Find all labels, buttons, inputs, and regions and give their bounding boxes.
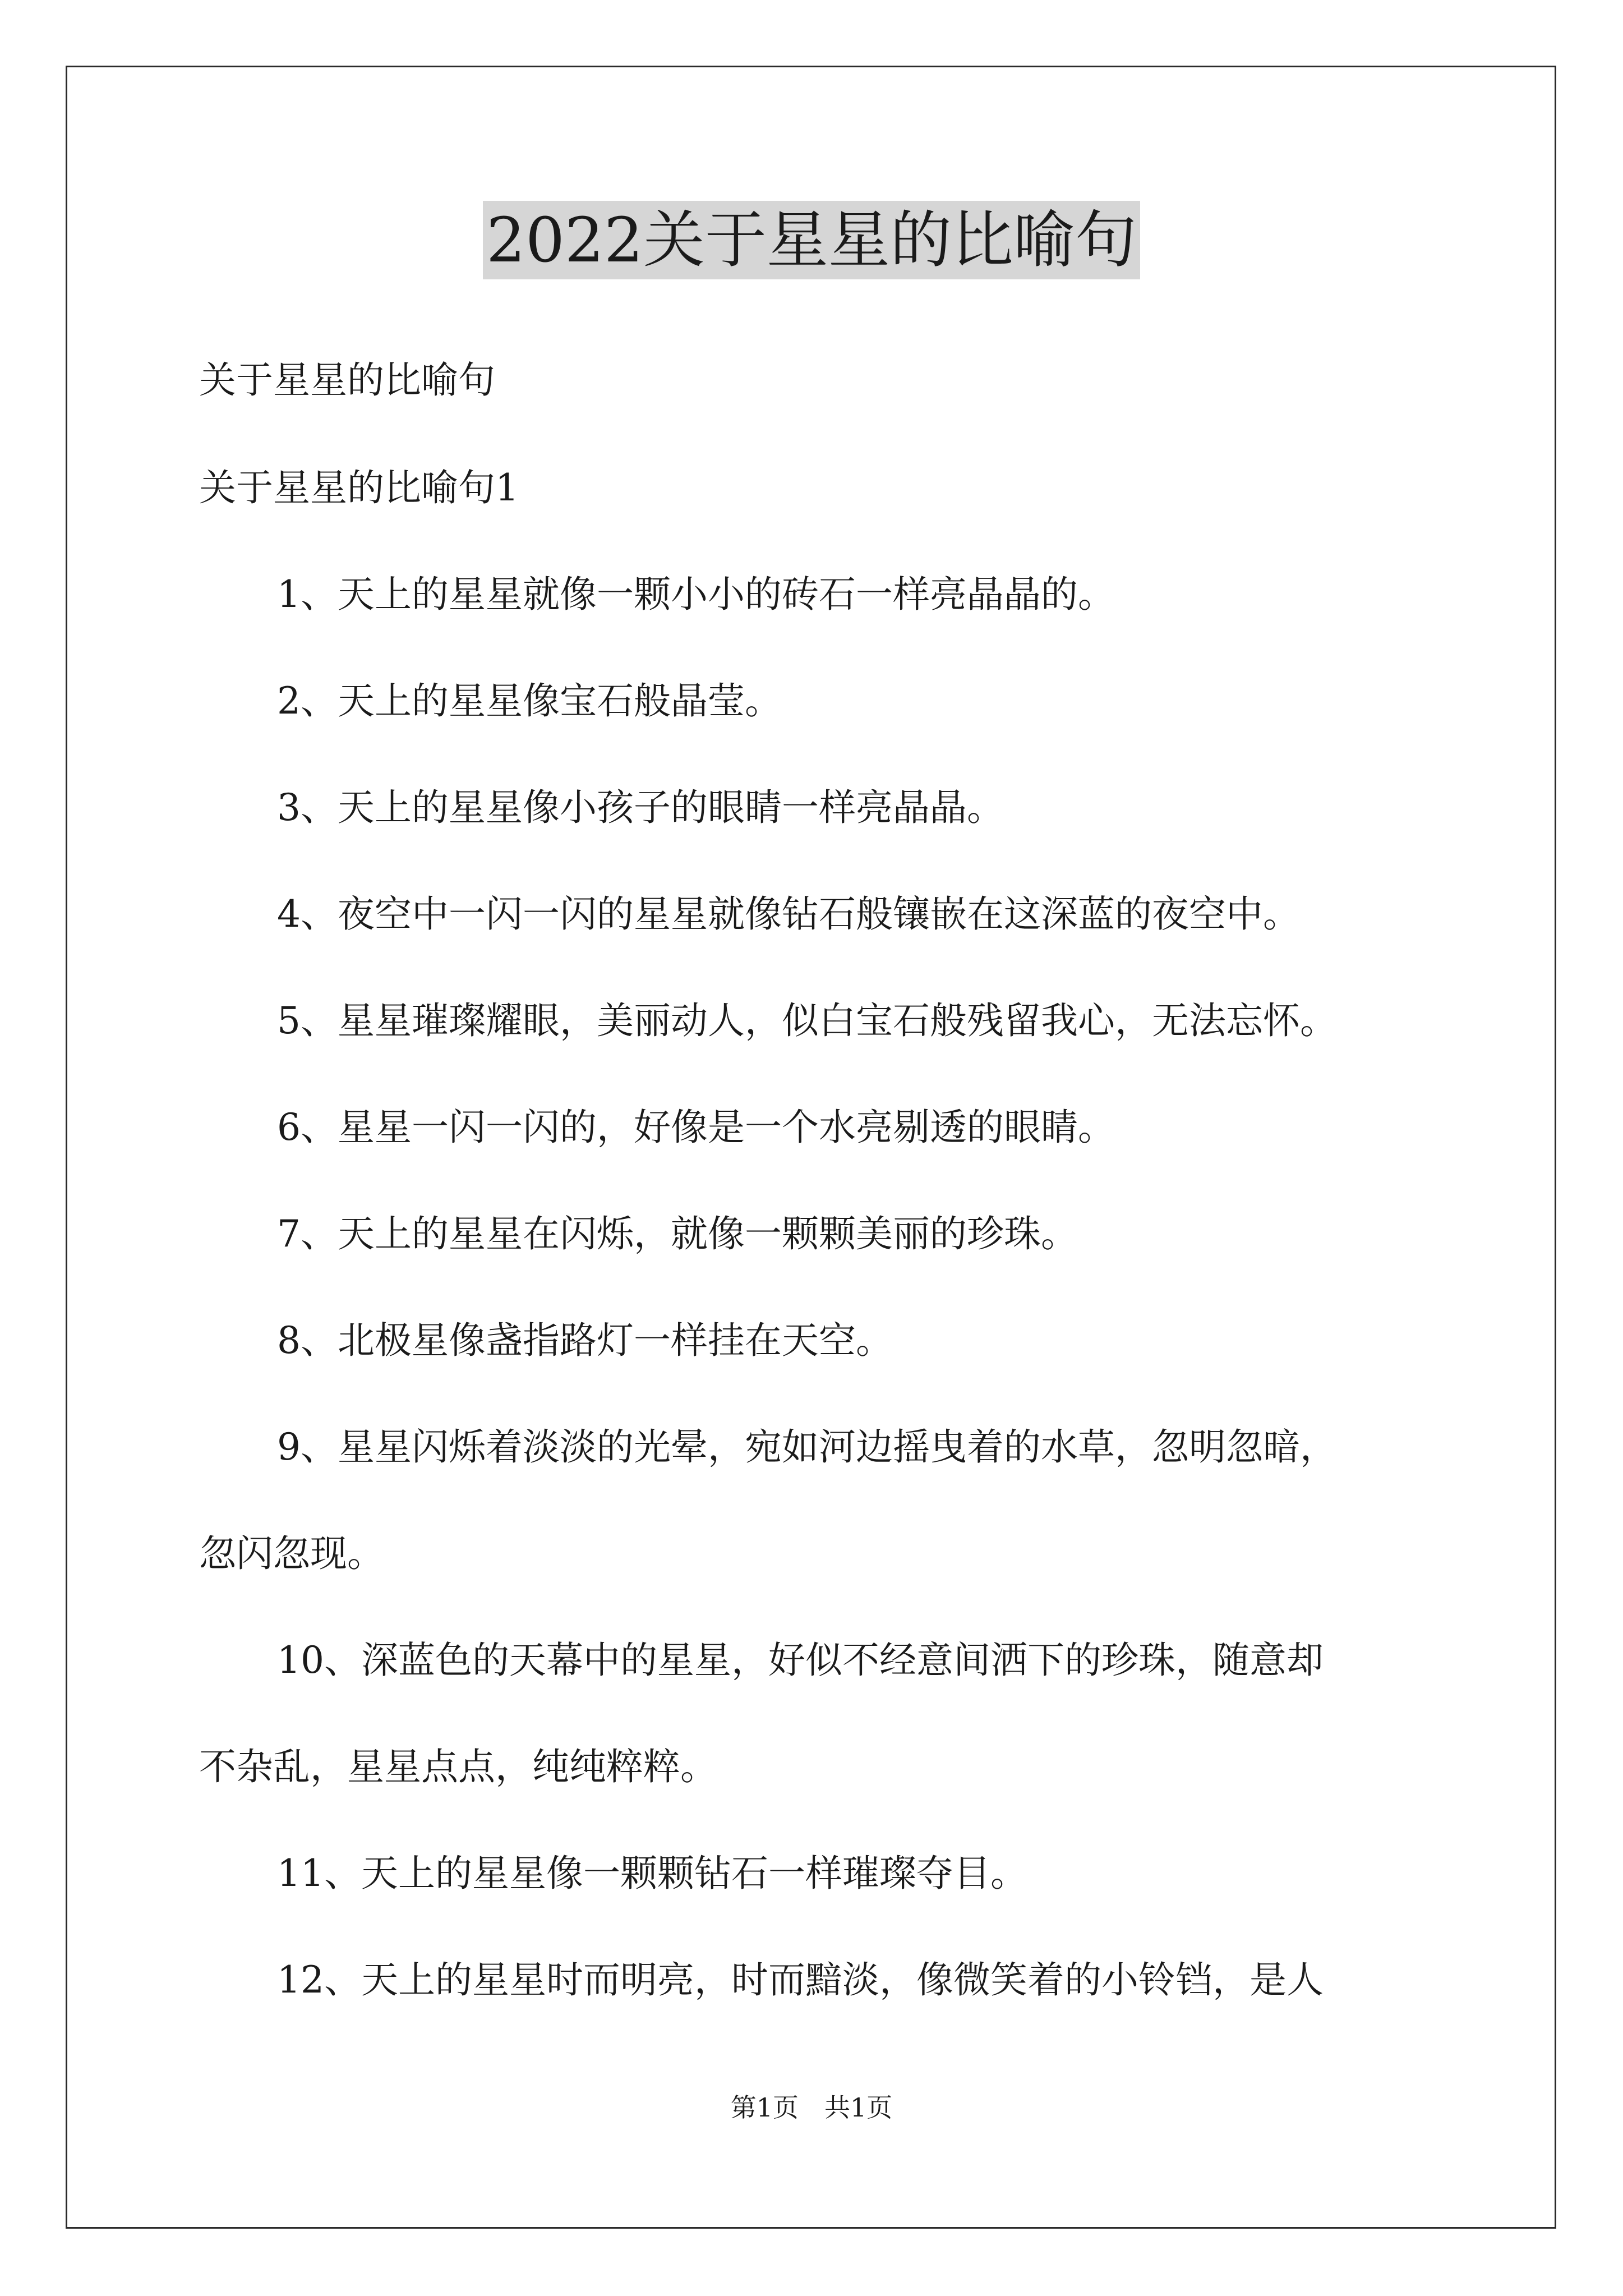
list-item: 12、天上的星星时而明亮，时而黯淡，像微笑着的小铃铛，是人 <box>277 1958 1324 2001</box>
title-container <box>0 201 1623 279</box>
list-item: 5、星星璀璨耀眼，美丽动人，似白宝石般残留我心，无法忘怀。 <box>277 999 1337 1042</box>
list-item: 8、北极星像盏指路灯一样挂在天空。 <box>277 1319 893 1362</box>
list-item: 6、星星一闪一闪的，好像是一个水亮剔透的眼睛。 <box>277 1106 1115 1149</box>
list-item: 11、天上的星星像一颗颗钻石一样璀璨夺目。 <box>277 1852 1027 1895</box>
list-item-continuation: 不杂乱，星星点点，纯纯粹粹。 <box>199 1745 717 1788</box>
list-item: 7、天上的星星在闪烁，就像一颗颗美丽的珍珠。 <box>277 1212 1078 1255</box>
list-item: 2、天上的星星像宝石般晶莹。 <box>277 679 782 723</box>
list-item: 3、天上的星星像小孩子的眼睛一样亮晶晶。 <box>277 786 1004 829</box>
section-heading: 关于星星的比喻句1 <box>199 466 519 509</box>
list-item: 10、深蓝色的天幕中的星星，好似不经意间洒下的珍珠，随意却 <box>277 1639 1324 1682</box>
heading-line: 关于星星的比喻句 <box>199 358 495 402</box>
list-item: 9、星星闪烁着淡淡的光晕，宛如河边摇曳着的水草，忽明忽暗， <box>277 1425 1337 1469</box>
list-item: 4、夜空中一闪一闪的星星就像钻石般镶嵌在这深蓝的夜空中。 <box>277 892 1300 936</box>
document-title: 2022关于星星的比喻句 <box>483 201 1140 279</box>
list-item: 1、天上的星星就像一颗小小的砖石一样亮晶晶的。 <box>277 573 1115 616</box>
page-footer: 第1页 共1页 <box>730 2092 893 2123</box>
list-item-continuation: 忽闪忽现。 <box>199 1532 384 1575</box>
